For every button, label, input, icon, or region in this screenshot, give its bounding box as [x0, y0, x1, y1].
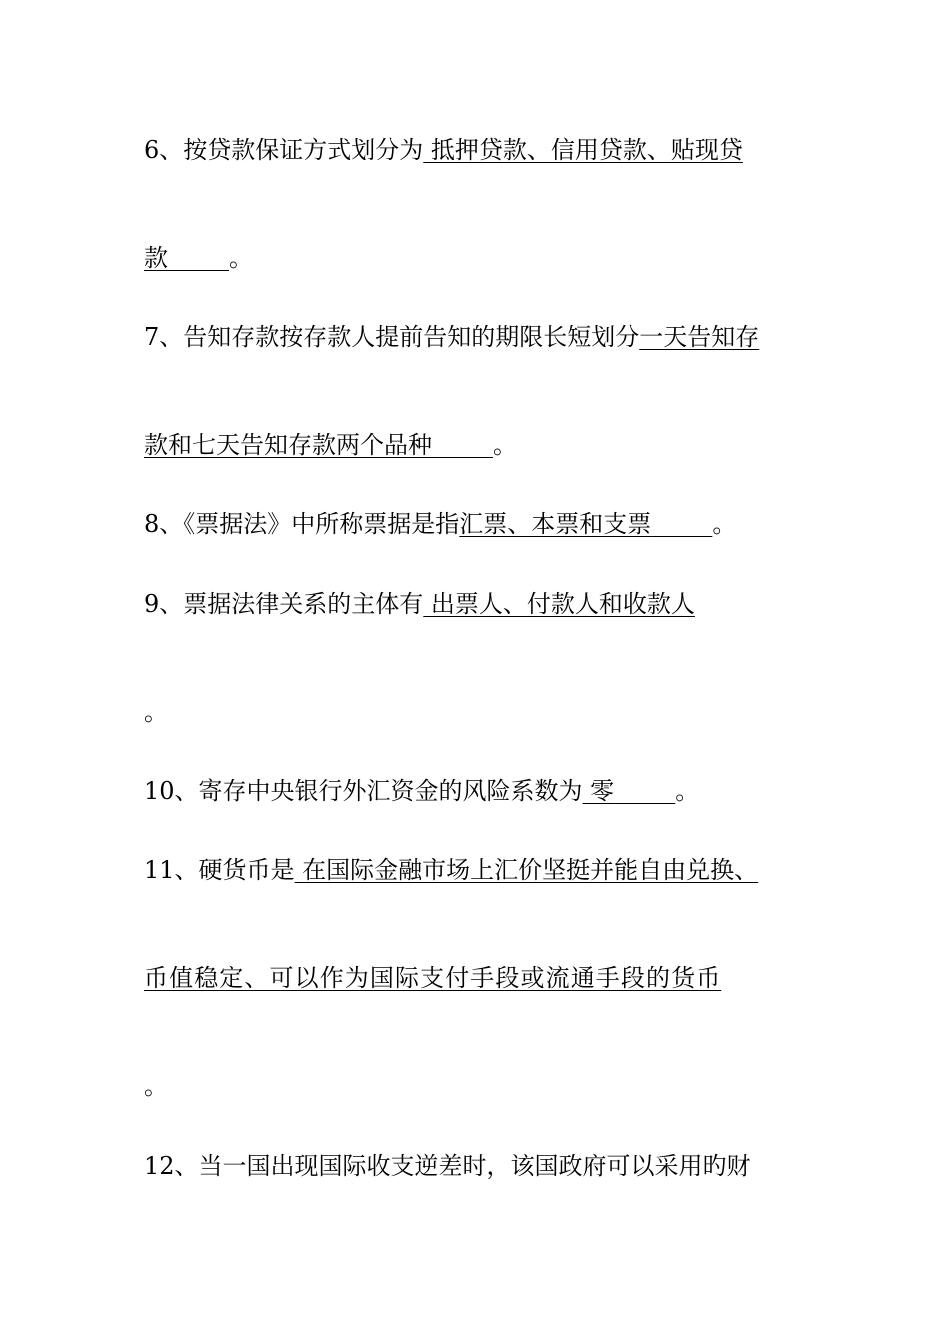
- item-11-period: 。: [144, 1072, 168, 1100]
- item-10-answer: 零: [582, 777, 615, 805]
- item-11-answer: 在国际金融市场上汇价坚挺并能自由兑换、: [294, 856, 759, 884]
- item-10-question: 10、寄存中央银行外汇资金的风险系数为: [144, 777, 583, 805]
- item-6-line-2: [144, 241, 809, 275]
- item-11-line-2: [144, 961, 809, 995]
- item-10-line-1: [144, 774, 809, 808]
- item-6-answer: 抵押贷款、信用贷款、贴现贷: [423, 136, 743, 164]
- item-7-period: 。: [493, 431, 518, 459]
- item-11-line-1: [144, 853, 809, 887]
- item-6-question: 6、按贷款保证方式划分为: [144, 136, 424, 164]
- item-8-question: 8、《票据法》中所称票据是指: [144, 510, 460, 538]
- item-12-line-1: [144, 1149, 809, 1183]
- item-8-line-1: [144, 507, 809, 541]
- item-11-line-3: [144, 1069, 809, 1103]
- item-8-answer: 汇票、本票和支票: [459, 510, 652, 538]
- item-9-question: 9、票据法律关系的主体有: [144, 590, 424, 618]
- item-6-blank: [168, 241, 229, 275]
- item-6-answer-continued: 款: [144, 244, 168, 272]
- item-7-answer-continued: 款和七天告知存款两个品种: [144, 431, 432, 459]
- item-7-blank: [432, 428, 493, 462]
- item-10-blank: [614, 774, 675, 808]
- item-12-question: 12、当一国出现国际收支逆差时，该国政府可以采用旳财: [144, 1152, 751, 1180]
- item-9-period: 。: [144, 698, 168, 726]
- item-9-line-1: [144, 587, 809, 621]
- item-11-answer-continued: 币值稳定、可以作为国际支付手段或流通手段的货币: [144, 964, 722, 992]
- item-7-answer: 一天告知存: [639, 323, 760, 351]
- item-10-period: 。: [675, 777, 700, 805]
- item-7-question: 7、告知存款按存款人提前告知的期限长短划分: [144, 323, 640, 351]
- item-9-answer: 出票人、付款人和收款人: [423, 590, 695, 618]
- item-9-line-2: [144, 695, 809, 729]
- item-11-question: 11、硬货币是: [144, 856, 295, 884]
- item-8-blank: [651, 507, 712, 541]
- item-6-line-1: [144, 133, 809, 167]
- item-7-line-1: [144, 320, 809, 354]
- item-8-period: 。: [712, 510, 737, 538]
- item-7-line-2: [144, 428, 809, 462]
- item-6-period: 。: [229, 244, 254, 272]
